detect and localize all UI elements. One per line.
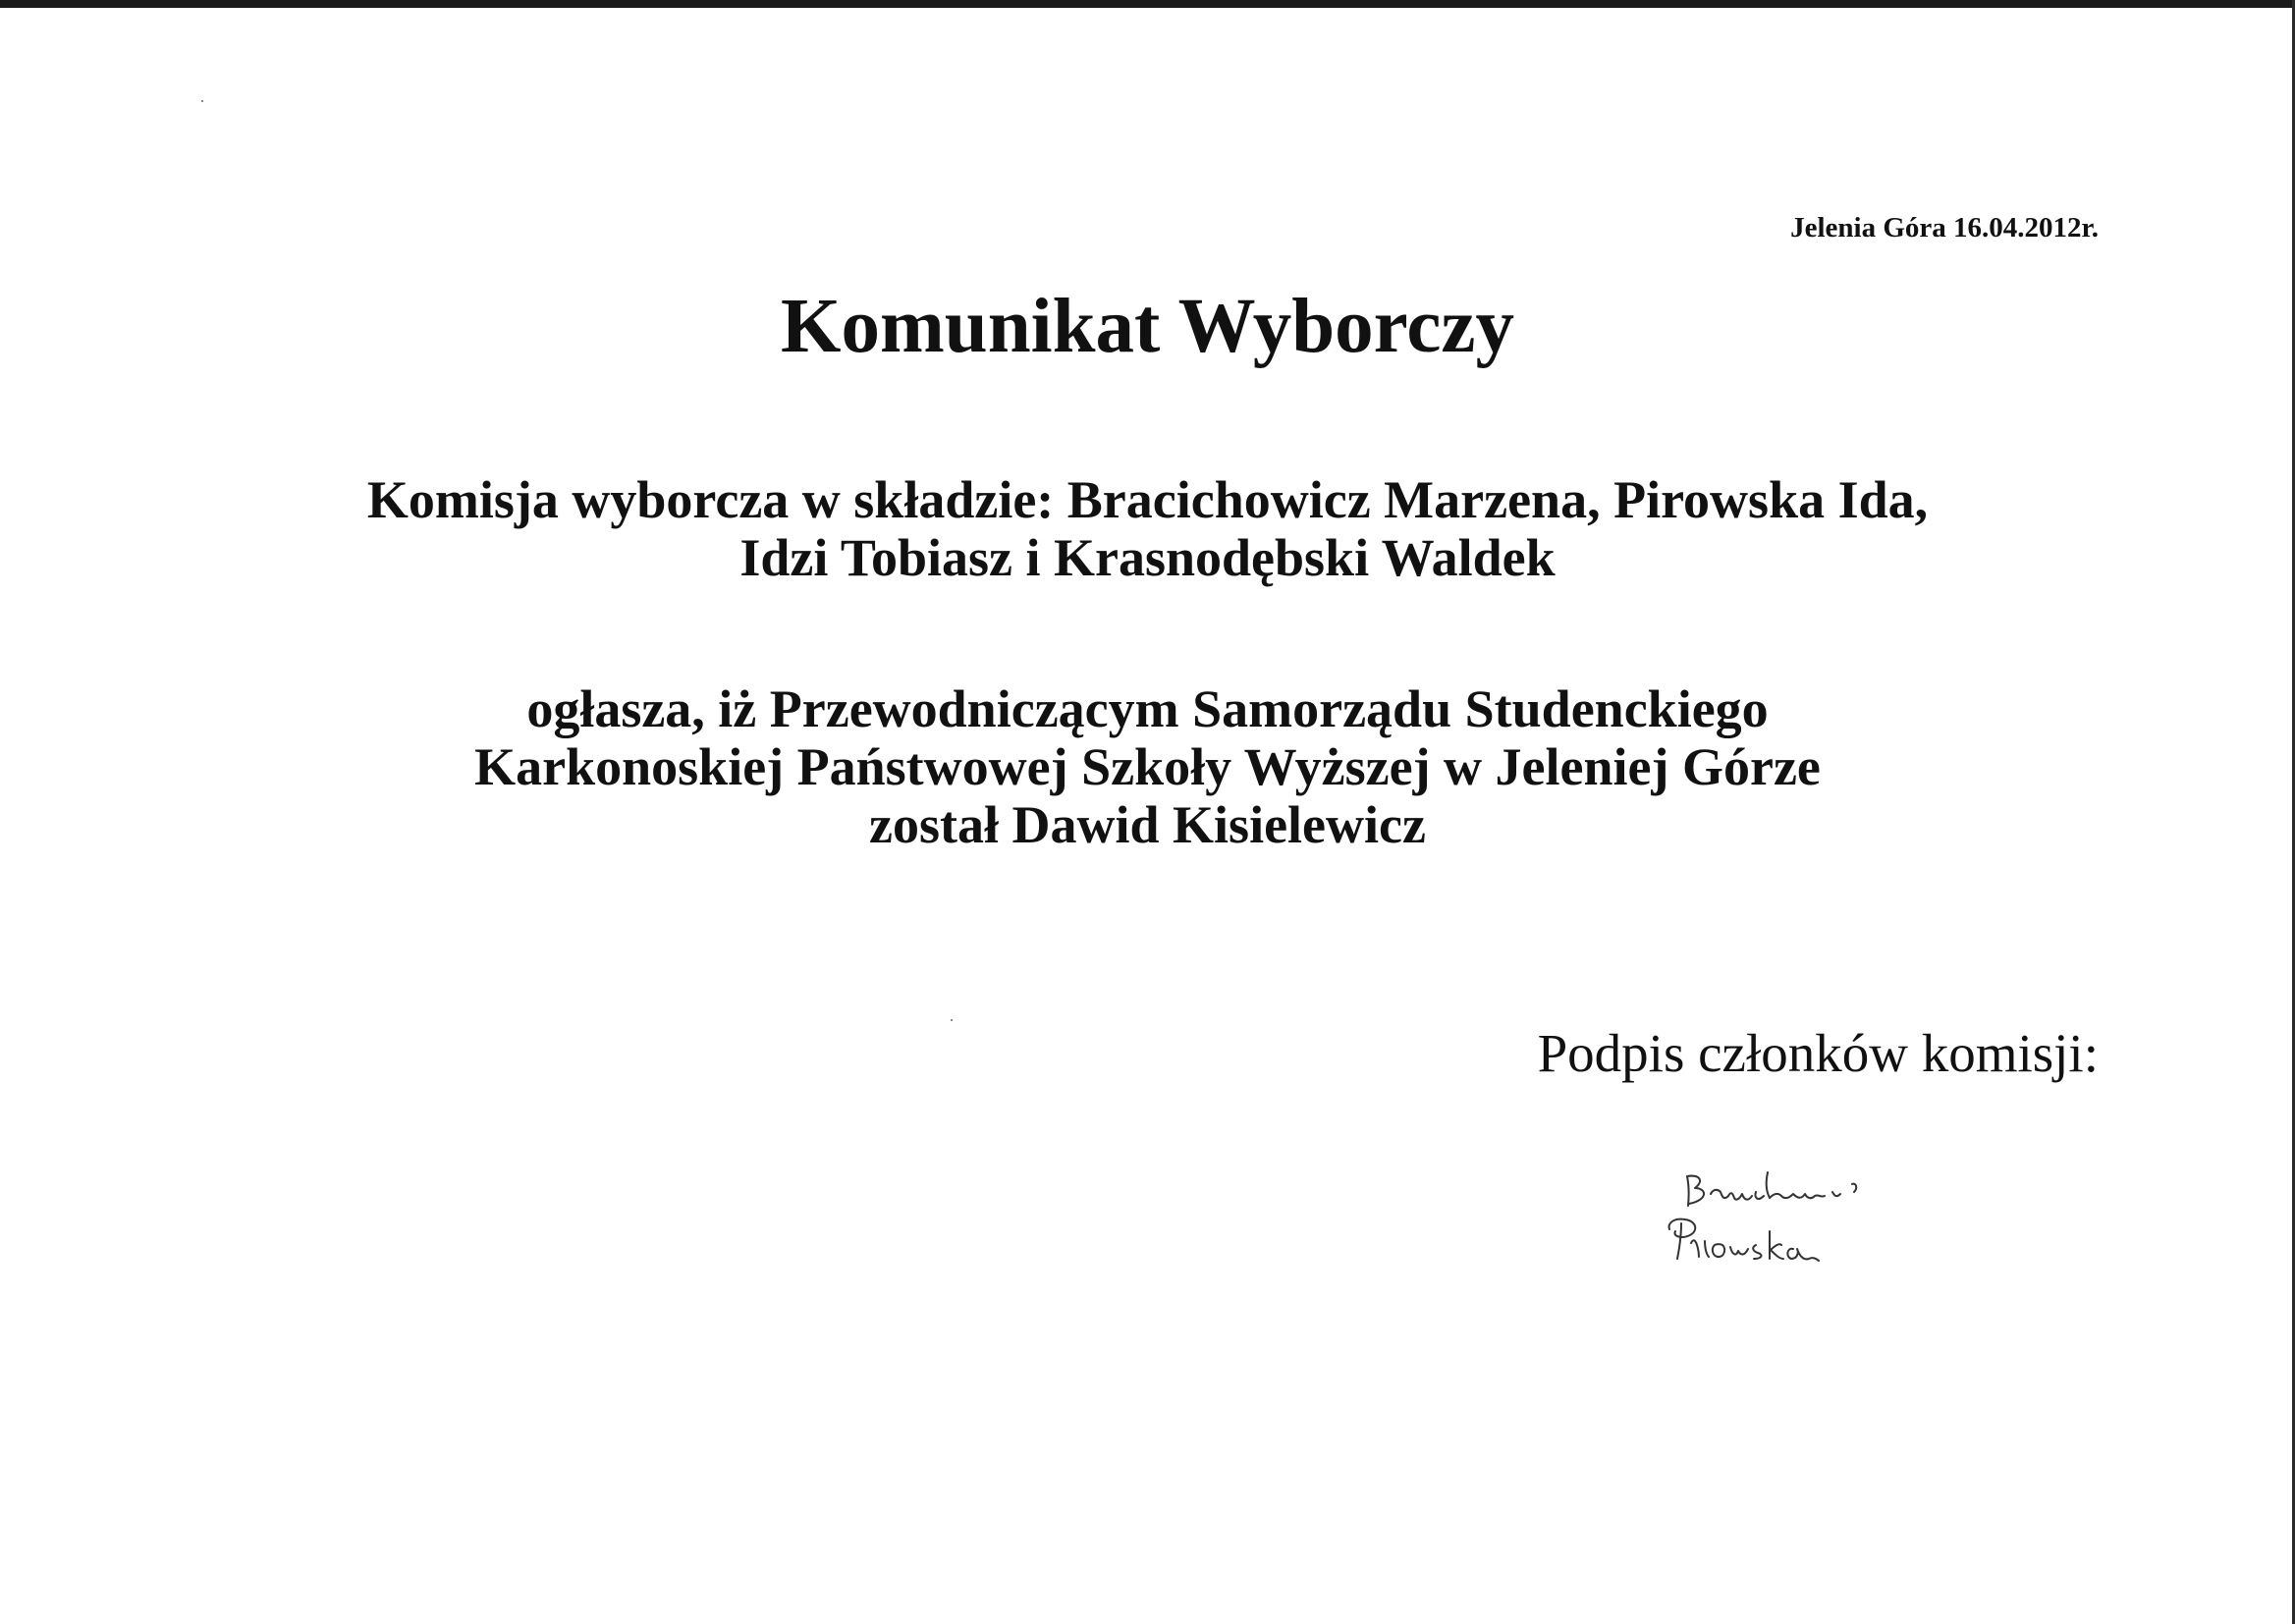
signature-pirowska: [1669, 1219, 1819, 1261]
scan-speck: [951, 1019, 953, 1021]
announcement-paragraph: [0, 680, 2295, 854]
members-line: Idzi Tobiasz i Krasnodębski Waldek: [739, 528, 1556, 587]
members-paragraph: [0, 471, 2295, 587]
scan-top-edge: [0, 0, 2295, 8]
signature-label: Podpis członków komisji:: [1537, 1023, 2099, 1083]
document-title: Komunikat Wyborczy: [781, 284, 1514, 369]
announcement-line: ogłasza, iż Przewodniczącym Samorządu Studenckiego: [526, 679, 1769, 738]
announcement-line: Karkonoskiej Państwowej Szkoły Wyższej w Jeleniej Górze: [474, 737, 1821, 796]
members-line: Komisja wyborcza w składzie: Bracichowicz Marzena, Pirowska Ida,: [366, 470, 1929, 529]
signature-bracichowicz: [1687, 1172, 1856, 1206]
date-line: Jelenia Góra 16.04.2012r.: [1790, 212, 2099, 244]
announcement-line: został Dawid Kisielewicz: [869, 795, 1426, 854]
handwritten-signatures: [1660, 1159, 1954, 1286]
scan-speck: [201, 100, 203, 102]
